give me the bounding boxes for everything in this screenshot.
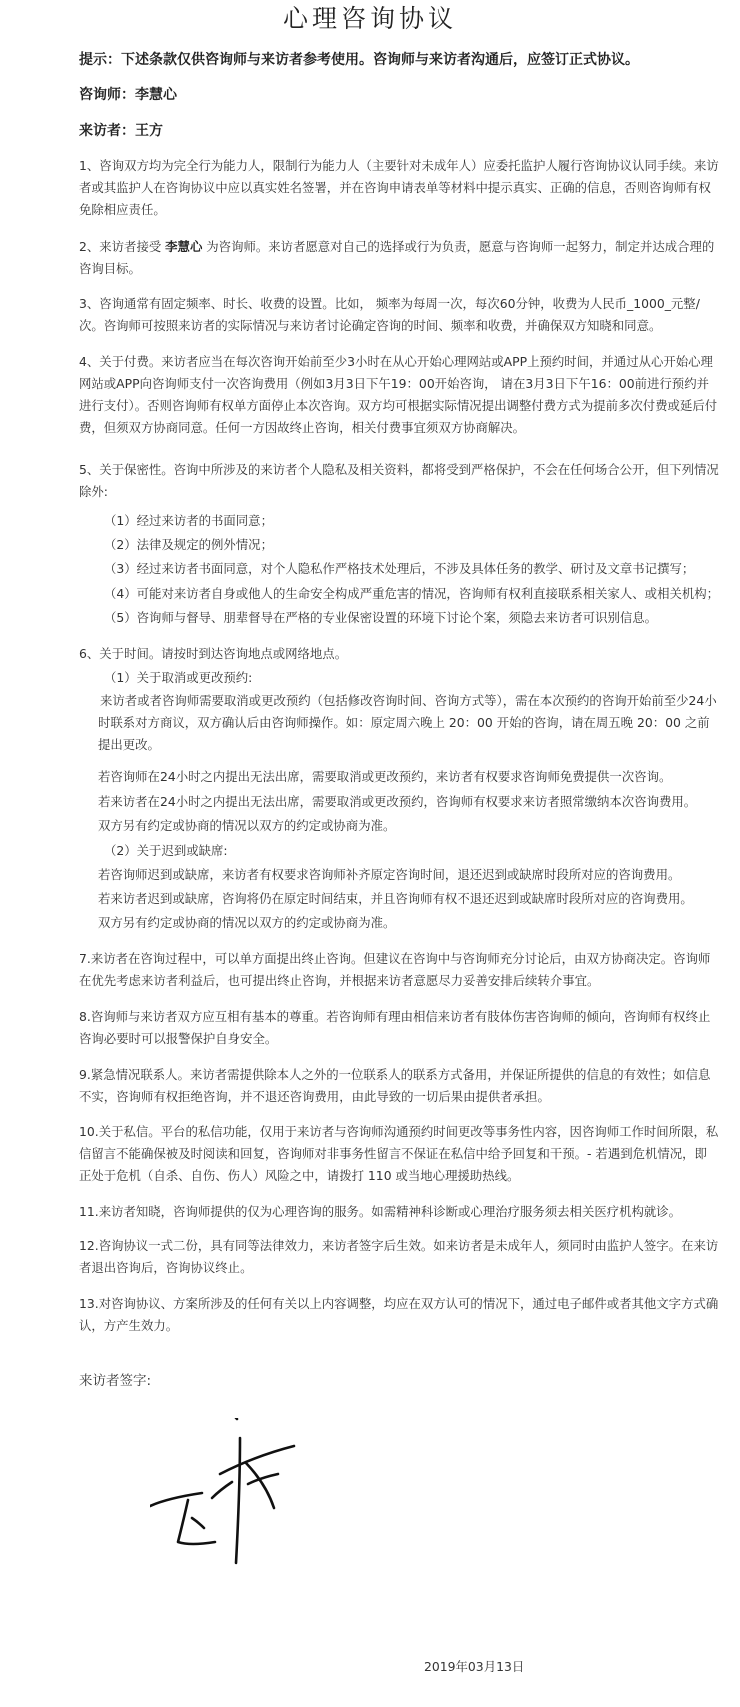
clause-5-item: （1）经过来访者的书面同意； — [104, 513, 273, 528]
clause-11: 11.来访者知晓，咨询师提供的仅为心理咨询的服务。如需精神科诊断或心理治疗服务须去相关医疗机构就诊。 — [79, 1204, 682, 1219]
clause-5-item: （3）经过来访者书面同意，对个人隐私作严格技术处理后，不涉及具体任务的教学、研讨及文章书记撰写； — [104, 561, 695, 576]
signing-date: 2019年03月13日 — [424, 1659, 525, 1674]
clause-6-sub-2: （2）关于迟到或缺席: — [104, 843, 228, 858]
handwritten-signature — [150, 1418, 330, 1568]
clause-6-para: 双方另有约定或协商的情况以双方的约定或协商为准。 — [98, 818, 396, 833]
clause-4: 4、关于付费。来访者应当在每次咨询开始前至少3小时在从心开始心理网站或APP上预约时间，并通过从心开始心理网站或APP向咨询师支付一次咨询费用（例如3月3日下午19：00开始咨询， 请在3月3日下午16：00前进行预约并进行支付）。否则咨询师有权单方面停止本次咨询。双方均可根据实际情况提出调整付费方式为提前多次付费或延后付费，但须双方协商同意。任何一方因故终止咨询，相关付费事宜须双方协商解决。 — [79, 354, 718, 435]
visitor-name: 来访者：王方 — [79, 123, 163, 139]
clause-6-para: 若来访者在24小时之内提出无法出席，需要取消或更改预约，咨询师有权要求来访者照常缴纳本次咨询费用。 — [98, 794, 697, 809]
clause-5-item: （4）可能对来访者自身或他人的生命安全构成严重危害的情况，咨询师有权利直接联系相关家人、或相关机构； — [104, 586, 720, 601]
clause-12: 12.咨询协议一式二份，具有同等法律效力，来访者签字后生效。如来访者是未成年人，须同时由监护人签字。在来访者退出咨询后，咨询协议终止。 — [79, 1238, 719, 1275]
clause-7: 7.来访者在咨询过程中，可以单方面提出终止咨询。但建议在咨询中与咨询师充分讨论后，由双方协商决定。咨询师在优先考虑来访者利益后，也可提出终止咨询，并根据来访者意愿尽力妥善安排后续转介事宜。 — [79, 951, 711, 988]
notice: 提示：下述条款仅供咨询师与来访者参考使用。咨询师与来访者沟通后，应签订正式协议。 — [79, 52, 639, 68]
clause-6-para: 若咨询师迟到或缺席，来访者有权要求咨询师补齐原定咨询时间，退还迟到或缺席时段所对应的咨询费用。 — [98, 867, 681, 882]
clause-6-para: 若来访者迟到或缺席，咨询将仍在原定时间结束，并且咨询师有权不退还迟到或缺席时段所对应的咨询费用。 — [98, 891, 693, 906]
clause-8: 8.咨询师与来访者双方应互相有基本的尊重。若咨询师有理由相信来访者有肢体伤害咨询师的倾向，咨询师有权终止咨询必要时可以报警保护自身安全。 — [79, 1009, 711, 1046]
clause-1: 1、咨询双方均为完全行为能力人，限制行为能力人（主要针对未成年人）应委托监护人履行咨询协议认同手续。来访者或其监护人在咨询协议中应以真实姓名签署，并在咨询申请表单等材料中提示真实、正确的信息，否则咨询师有权免除相应责任。 — [79, 158, 719, 217]
clause-5: 5、关于保密性。咨询中所涉及的来访者个人隐私及相关资料，都将受到严格保护，不会在任何场合公开，但下列情况除外: — [79, 462, 719, 499]
clause-6-para: 双方另有约定或协商的情况以双方的约定或协商为准。 — [98, 915, 396, 930]
clause-6-sub-1: （1）关于取消或更改预约: — [104, 670, 253, 685]
clause-6: 6、关于时间。请按时到达咨询地点或网络地点。 — [79, 646, 348, 661]
clause-13: 13.对咨询协议、方案所涉及的任何有关以上内容调整，均应在双方认可的情况下，通过电子邮件或者其他文字方式确认，方产生效力。 — [79, 1296, 719, 1333]
counselor-name: 咨询师：李慧心 — [79, 87, 177, 103]
agreement-title: 心理咨询协议 — [282, 4, 457, 33]
clause-6-para: 来访者或者咨询师需要取消或更改预约（包括修改咨询时间、咨询方式等），需在本次预约的咨询开始前至少24小时联系对方商议，双方确认后由咨询师操作。如：原定周六晚上 20：00 开始的咨询，请在周五晚 20：00 之前提出更改。 — [98, 693, 717, 752]
clause-10: 10.关于私信。平台的私信功能，仅用于来访者与咨询师沟通预约时间更改等事务性内容，因咨询师工作时间所限，私信留言不能确保被及时阅读和回复，咨询师对非事务性留言不保证在私信中给予回复和干预。- 若遇到危机情况，即正处于危机（自杀、自伤、伤人）风险之中，请拨打 110 或当地心理援助热线。 — [79, 1124, 719, 1183]
clause-5-item: （5）咨询师与督导、朋辈督导在严格的专业保密设置的环境下讨论个案，须隐去来访者可识别信息。 — [104, 610, 658, 625]
clause-2: 2、来访者接受 李慧心 为咨询师。来访者愿意对自己的选择或行为负责，愿意与咨询师一起努力，制定并达成合理的咨询目标。 — [79, 239, 715, 276]
clause-5-item: （2）法律及规定的例外情况； — [104, 537, 273, 552]
clause-9: 9.紧急情况联系人。来访者需提供除本人之外的一位联系人的联系方式备用，并保证所提供的信息的有效性；如信息不实，咨询师有权拒绝咨询，并不退还咨询费用，由此导致的一切后果由提供者承担。 — [79, 1067, 711, 1104]
clause-6-para: 若咨询师在24小时之内提出无法出席，需要取消或更改预约，来访者有权要求咨询师免费提供一次咨询。 — [98, 769, 672, 784]
clause-3: 3、咨询通常有固定频率、时长、收费的设置。比如， 频率为每周一次，每次60分钟，收费为人民币_1000_元整/次。咨询师可按照来访者的实际情况与来访者讨论确定咨询的时间、频率和收费，并确保双方知晓和同意。 — [79, 296, 700, 333]
signature-label: 来访者签字: — [79, 1373, 152, 1389]
